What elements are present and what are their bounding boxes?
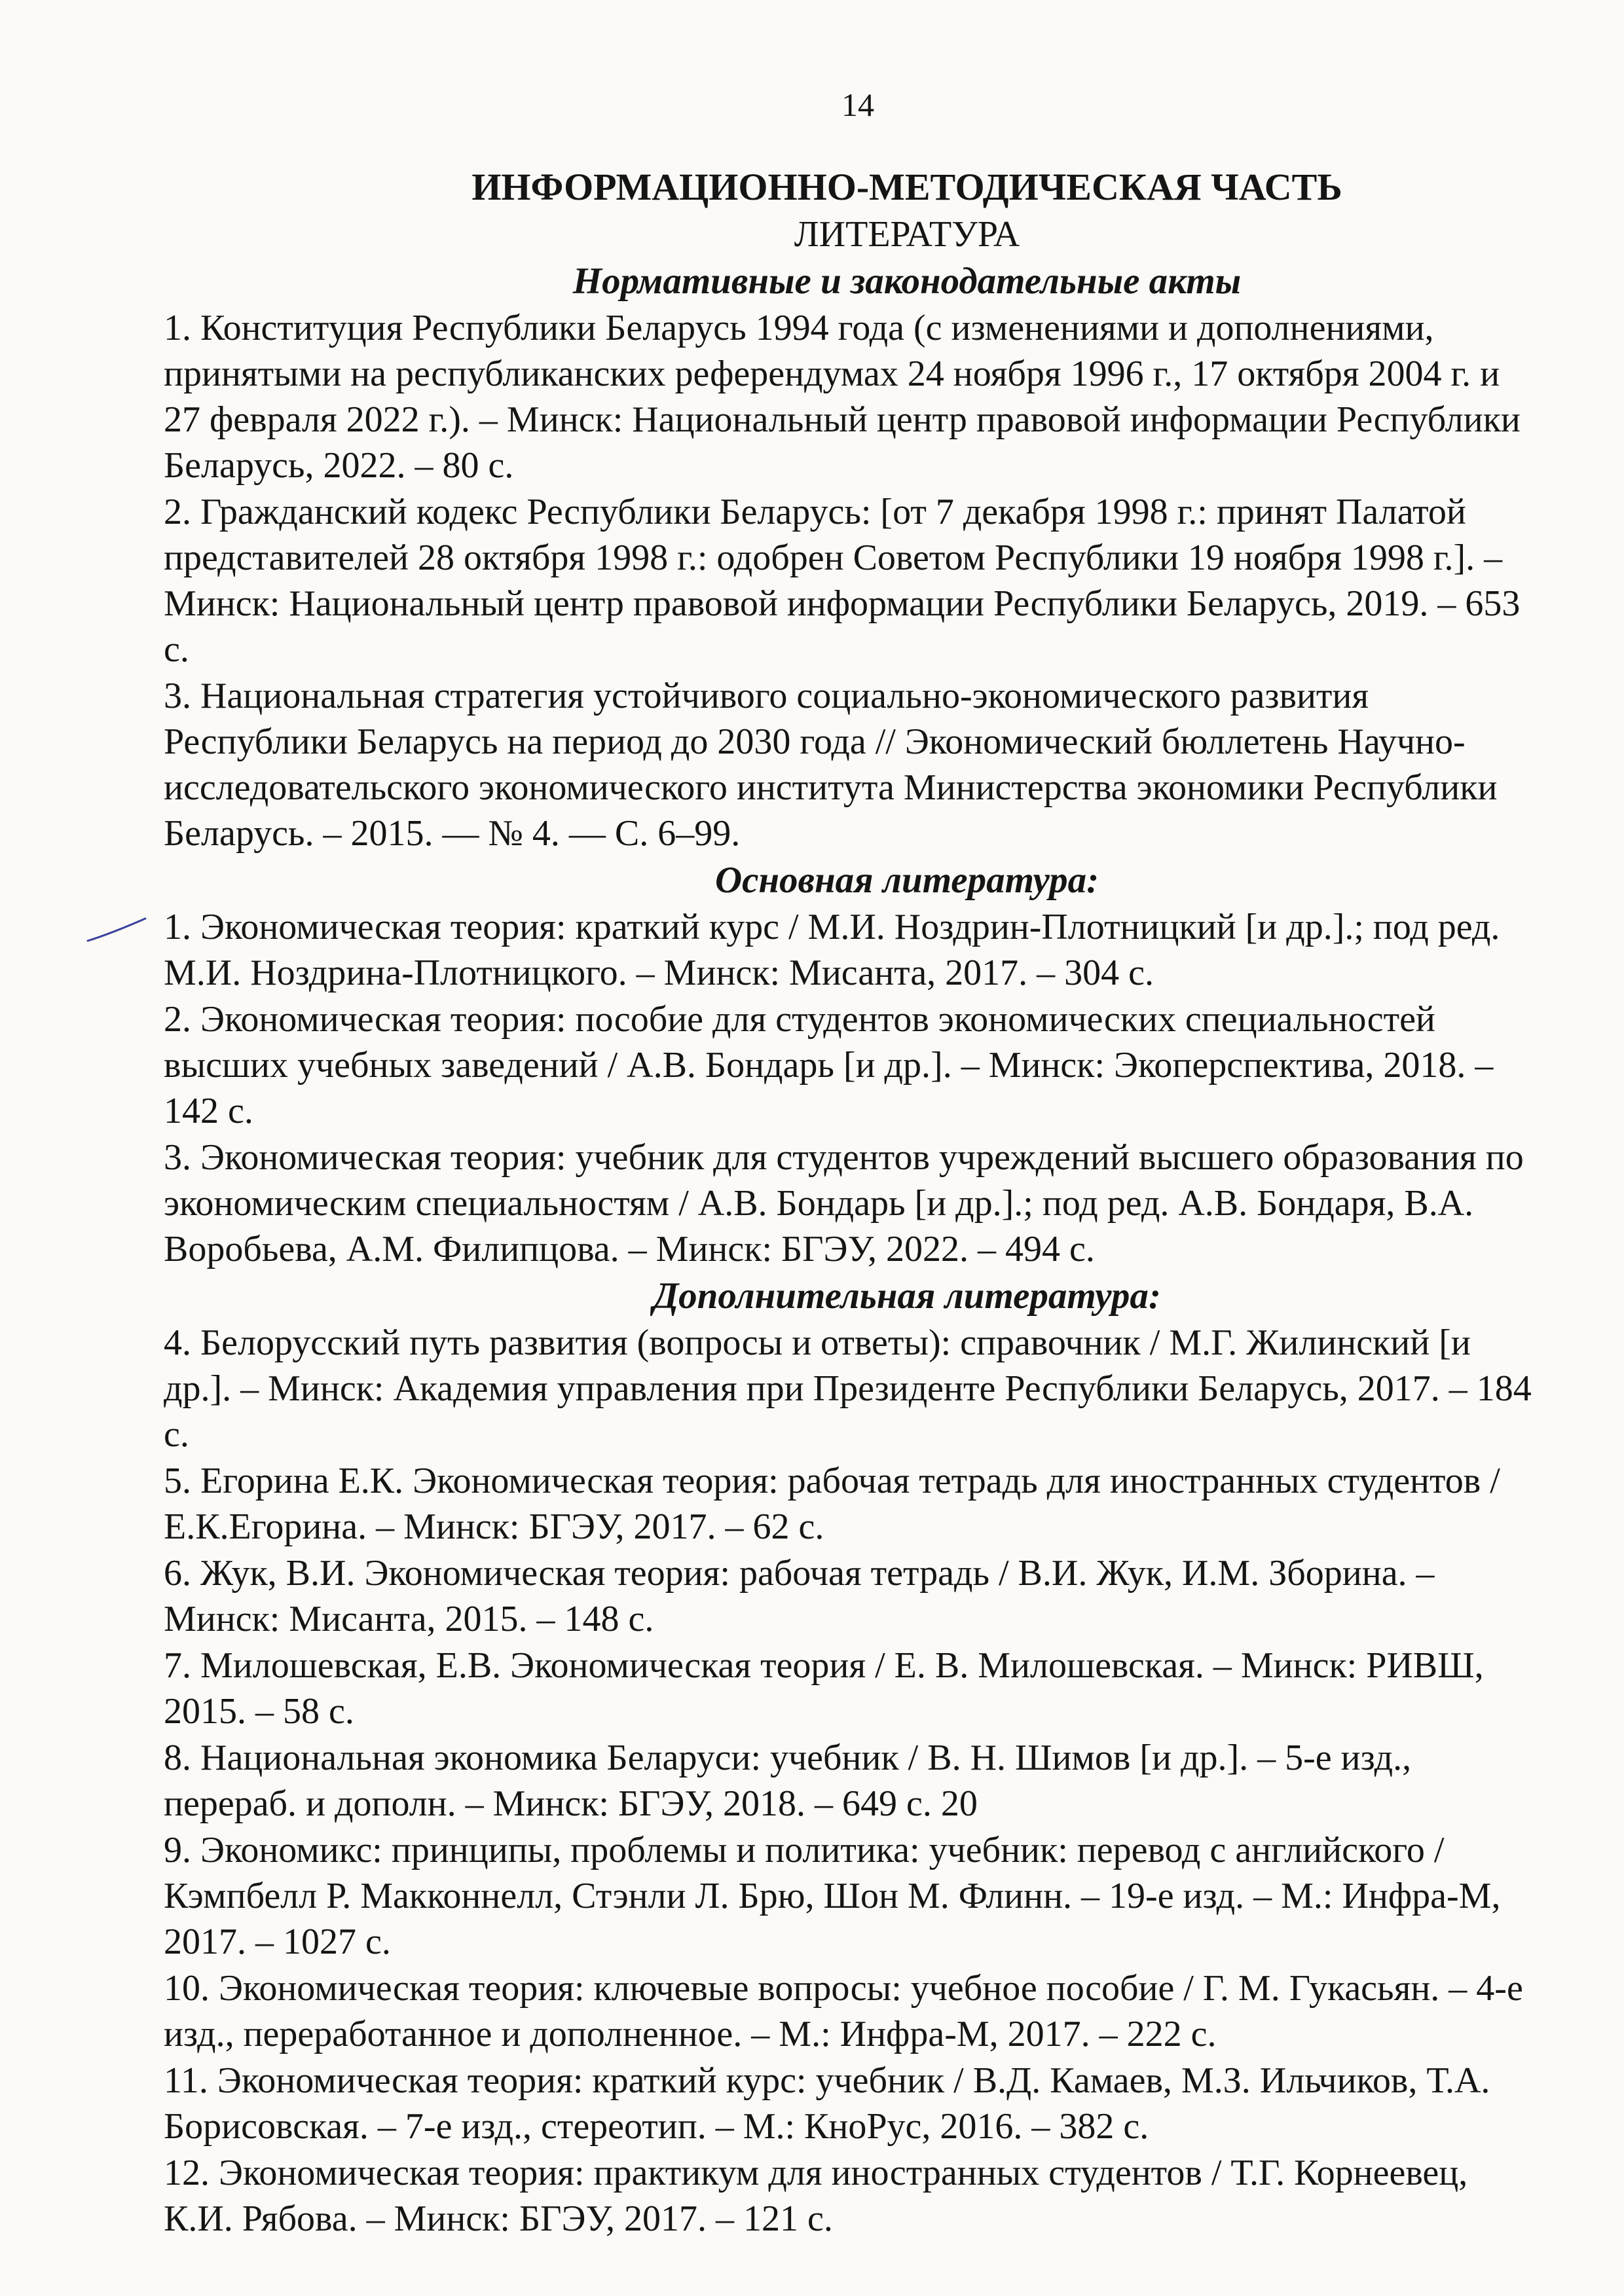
- reference-item: 6. Жук, В.И. Экономическая теория: рабочая тетрадь / В.И. Жук, И.М. Зборина. – Минск: Мисанта, 2015. – 148 с.: [164, 1553, 1435, 1639]
- page-title: ИНФОРМАЦИОННО-МЕТОДИЧЕСКАЯ ЧАСТЬ: [471, 166, 1342, 208]
- section-main-literature: [164, 857, 1545, 1272]
- reference-item: 9. Экономикс: принципы, проблемы и политика: учебник: перевод с английского / Кэмпбелл Р. Макконнелл, Стэнли Л. Брю, Шон М. Флинн. – 19-е изд. – М.: Инфра-М, 2017. – 1027 с.: [164, 1830, 1501, 1962]
- reference-item: 1. Экономическая теория: краткий курс / М.И. Ноздрин-Плотницкий [и др.].; под ред. М.И. Ноздрина-Плотницкого. – Минск: Мисанта, 2017. – 304 с.: [164, 907, 1500, 993]
- reference-item: 11. Экономическая теория: краткий курс: учебник / В.Д. Камаев, М.З. Ильчиков, Т.А. Борисовская. – 7-е изд., стереотип. – М.: КноРус, 2016. – 382 с.: [164, 2060, 1490, 2147]
- reference-item: 4. Белорусский путь развития (вопросы и ответы): справочник / М.Г. Жилинский [и др.]. – Минск: Академия управления при Президенте Республики Беларусь, 2017. – 184 с.: [164, 1322, 1532, 1455]
- page-number: 14: [841, 86, 874, 123]
- literature-section: [164, 164, 1545, 2242]
- section-heading: Основная литература:: [714, 860, 1099, 901]
- pen-mark-icon: [85, 913, 151, 946]
- section-heading: Нормативные и законодательные акты: [572, 261, 1242, 302]
- section-normative-acts: [164, 258, 1545, 856]
- reference-item: 2. Гражданский кодекс Республики Беларусь: [от 7 декабря 1998 г.: принят Палатой представителей 28 октября 1998 г.: одобрен Советом Республики 19 ноября 1998 г.]. – Минск: Национальный центр правовой информации Республики Беларусь, 2019. – 653 с.: [164, 492, 1521, 670]
- reference-item: 8. Национальная экономика Беларуси: учебник / В. Н. Шимов [и др.]. – 5-е изд., перераб. и дополн. – Минск: БГЭУ, 2018. – 649 с. 20: [164, 1738, 1412, 1824]
- reference-item: 3. Экономическая теория: учебник для студентов учреждений высшего образования по экономическим специальностям / А.В. Бондарь [и др.].; под ред. А.В. Бондаря, В.А. Воробьева, А.М. Филипцова. – Минск: БГЭУ, 2022. – 494 с.: [164, 1137, 1524, 1269]
- reference-item: 12. Экономическая теория: практикум для иностранных студентов / Т.Г. Корнеевец, К.И. Рябова. – Минск: БГЭУ, 2017. – 121 с.: [164, 2153, 1468, 2239]
- page-subtitle: ЛИТЕРАТУРА: [794, 214, 1020, 255]
- reference-item: 2. Экономическая теория: пособие для студентов экономических специальностей высших учебных заведений / А.В. Бондарь [и др.]. – Минск: Экоперспектива, 2018. – 142 с.: [164, 999, 1494, 1131]
- reference-item: 5. Егорина Е.К. Экономическая теория: рабочая тетрадь для иностранных студентов / Е.К.Егорина. – Минск: БГЭУ, 2017. – 62 с.: [164, 1461, 1500, 1547]
- section-heading: Дополнительная литература:: [653, 1275, 1161, 1317]
- reference-item: 1. Конституция Республики Беларусь 1994 года (с изменениями и дополнениями, принятыми на республиканских референдумах 24 ноября 1996 г., 17 октября 2004 г. и 27 февраля 2022 г.). – Минск: Национальный центр правовой информации Республики Беларусь, 2022. – 80 с.: [164, 308, 1521, 486]
- reference-item: 10. Экономическая теория: ключевые вопросы: учебное пособие / Г. М. Гукасьян. – 4-е изд., переработанное и дополненное. – М.: Инфра-М, 2017. – 222 с.: [164, 1968, 1523, 2054]
- section-additional-literature: [164, 1273, 1545, 2242]
- reference-item: 3. Национальная стратегия устойчивого социально-экономического развития Республики Беларусь на период до 2030 года // Экономический бюллетень Научно-исследовательского экономического института Министерства экономики Республики Беларусь. – 2015. — № 4. — С. 6–99.: [164, 676, 1498, 854]
- reference-item: 7. Милошевская, Е.В. Экономическая теория / Е. В. Милошевская. – Минск: РИВШ, 2015. – 58 с.: [164, 1645, 1484, 1732]
